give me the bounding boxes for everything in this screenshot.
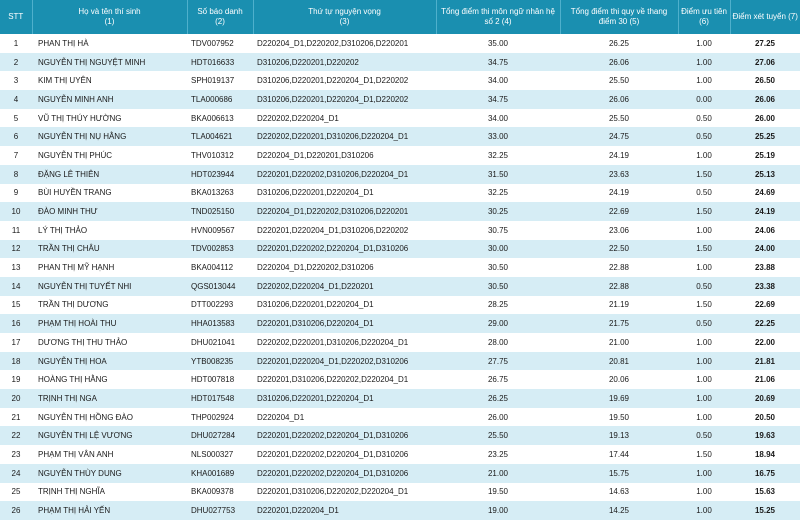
cell-stt: 23 [11, 449, 21, 459]
cell-lang-score: 34.00 [487, 76, 509, 86]
cell-lang-score: 32.25 [487, 150, 509, 160]
cell-final: 23.38 [754, 281, 776, 291]
cell-total30: 25.50 [608, 76, 630, 86]
table-row [0, 277, 800, 296]
cell-final: 25.25 [754, 132, 776, 142]
cell-lang-score: 25.50 [487, 431, 509, 441]
cell-stt: 13 [11, 263, 21, 273]
cell-total30: 19.50 [608, 412, 630, 422]
table-row [0, 426, 800, 445]
cell-sbd: DHU027753 [191, 506, 236, 516]
cell-priority: 0.50 [696, 319, 712, 329]
table-row [0, 408, 800, 427]
cell-nv: D220204_D1,D220202,D310206 [257, 263, 374, 273]
cell-total30: 24.75 [608, 132, 630, 142]
cell-total30: 22.69 [608, 207, 630, 217]
cell-nv: D220202,D220204_D1 [257, 113, 339, 123]
header-final: Điểm xét tuyển (7) [730, 0, 800, 34]
cell-nv: D220202,D220201,D310206,D220204_D1 [257, 337, 409, 347]
cell-stt: 8 [13, 169, 19, 179]
table-row [0, 258, 800, 277]
cell-name: NGUYỄN THỊ NỤ HẰNG [38, 132, 127, 142]
table-row [0, 240, 800, 259]
cell-priority: 1.00 [696, 38, 712, 48]
cell-final: 18.94 [754, 449, 776, 459]
cell-name: NGUYỄN THỊ HỒNG ĐÀO [38, 412, 133, 422]
cell-total30: 15.75 [608, 468, 630, 478]
cell-priority: 1.00 [696, 487, 712, 497]
table-row [0, 501, 800, 520]
table-row [0, 202, 800, 221]
cell-sbd: HHA013583 [191, 319, 235, 329]
cell-sbd: HDT023944 [191, 169, 235, 179]
cell-total30: 17.44 [608, 449, 630, 459]
cell-lang-score: 34.00 [487, 113, 509, 123]
cell-lang-score: 33.00 [487, 132, 509, 142]
table-row [0, 109, 800, 128]
cell-priority: 1.00 [696, 57, 712, 67]
cell-sbd: YTB008235 [191, 356, 234, 366]
cell-total30: 24.19 [608, 150, 630, 160]
table-row [0, 314, 800, 333]
cell-sbd: DHU021041 [191, 337, 236, 347]
cell-nv: D220201,D220202,D220204_D1,D310206 [257, 449, 409, 459]
cell-total30: 20.06 [608, 375, 630, 385]
header-nv: Thứ tự nguyện vọng (3) [253, 0, 436, 34]
table-row [0, 184, 800, 203]
cell-lang-score: 29.00 [487, 319, 509, 329]
table-row [0, 90, 800, 109]
cell-total30: 26.25 [608, 38, 630, 48]
cell-total30: 23.06 [608, 225, 630, 235]
cell-sbd: HVN009567 [191, 225, 235, 235]
cell-stt: 10 [11, 207, 21, 217]
table-row [0, 483, 800, 502]
header-sbd: Số báo danh (2) [187, 0, 253, 34]
cell-nv: D310206,D220201,D220204_D1 [257, 393, 374, 403]
cell-sbd: KHA001689 [191, 468, 235, 478]
cell-stt: 11 [11, 225, 21, 235]
cell-name: PHẠM THỊ VÂN ANH [38, 449, 114, 459]
cell-name: HOÀNG THỊ HẰNG [38, 375, 108, 385]
cell-stt: 4 [13, 94, 19, 104]
cell-nv: D220202,D220201,D310206,D220204_D1 [257, 132, 409, 142]
cell-name: TRẦN THỊ DƯƠNG [38, 300, 109, 310]
cell-name: NGUYỄN THỊ LỆ VƯƠNG [38, 431, 133, 441]
cell-lang-score: 31.50 [487, 169, 509, 179]
cell-priority: 1.00 [696, 506, 712, 516]
cell-stt: 14 [11, 281, 21, 291]
cell-lang-score: 32.25 [487, 188, 509, 198]
cell-final: 21.81 [754, 356, 776, 366]
cell-lang-score: 23.25 [487, 449, 509, 459]
cell-final: 22.69 [754, 300, 776, 310]
cell-final: 24.00 [754, 244, 776, 254]
cell-stt: 20 [11, 393, 21, 403]
cell-total30: 21.19 [608, 300, 630, 310]
cell-final: 26.50 [754, 76, 776, 86]
cell-nv: D220204_D1,D220201,D310206 [257, 150, 374, 160]
cell-sbd: THV010312 [191, 150, 234, 160]
cell-stt: 6 [13, 132, 19, 142]
cell-nv: D220201,D220204_D1 [257, 506, 339, 516]
cell-sbd: BKA006613 [191, 113, 234, 123]
cell-sbd: HDT016633 [191, 57, 235, 67]
cell-nv: D220201,D310206,D220202,D220204_D1 [257, 487, 409, 497]
table-row [0, 296, 800, 315]
cell-final: 22.25 [754, 319, 776, 329]
cell-total30: 22.50 [608, 244, 630, 254]
cell-total30: 26.06 [608, 94, 630, 104]
cell-sbd: THP002924 [191, 412, 234, 422]
cell-total30: 23.63 [608, 169, 630, 179]
cell-stt: 26 [11, 506, 21, 516]
cell-nv: D310206,D220201,D220202 [257, 57, 359, 67]
cell-stt: 22 [11, 431, 21, 441]
cell-total30: 19.13 [608, 431, 630, 441]
cell-lang-score: 35.00 [487, 38, 509, 48]
cell-sbd: BKA009378 [191, 487, 234, 497]
cell-final: 21.06 [754, 375, 776, 385]
cell-priority: 1.00 [696, 263, 712, 273]
cell-nv: D220201,D220202,D220204_D1,D310206 [257, 468, 409, 478]
table-row [0, 165, 800, 184]
cell-stt: 17 [11, 337, 21, 347]
cell-final: 27.25 [754, 38, 776, 48]
cell-final: 15.63 [754, 487, 776, 497]
cell-priority: 1.00 [696, 412, 712, 422]
cell-name: NGUYỄN THỊ TUYẾT NHI [38, 281, 132, 291]
cell-priority: 1.00 [696, 76, 712, 86]
cell-priority: 1.00 [696, 393, 712, 403]
cell-priority: 0.50 [696, 188, 712, 198]
cell-lang-score: 19.50 [487, 487, 509, 497]
cell-lang-score: 30.50 [487, 281, 509, 291]
cell-stt: 16 [11, 319, 21, 329]
cell-name: NGUYỄN MINH ANH [38, 94, 114, 104]
cell-nv: D220204_D1 [257, 412, 305, 422]
cell-nv: D220204_D1,D220202,D310206,D220201 [257, 38, 409, 48]
cell-nv: D220201,D220204_D1,D310206,D220202 [257, 225, 409, 235]
cell-name: TRỊNH THỊ NGHĨA [38, 487, 105, 497]
cell-name: TRỊNH THỊ NGA [38, 393, 97, 403]
table-row [0, 127, 800, 146]
cell-priority: 0.50 [696, 113, 712, 123]
cell-priority: 1.50 [696, 449, 712, 459]
cell-nv: D310206,D220201,D220204_D1 [257, 188, 374, 198]
table-row [0, 34, 800, 53]
cell-sbd: BKA004112 [191, 263, 234, 273]
cell-final: 25.13 [754, 169, 776, 179]
cell-lang-score: 30.50 [487, 263, 509, 273]
table-row [0, 53, 800, 72]
cell-total30: 20.81 [608, 356, 630, 366]
cell-final: 15.25 [754, 506, 776, 516]
cell-sbd: TLA000686 [191, 94, 233, 104]
cell-priority: 1.50 [696, 207, 712, 217]
cell-stt: 24 [11, 468, 21, 478]
cell-name: PHẠM THỊ HOÀI THU [38, 319, 117, 329]
header-total30: Tổng điểm thi quy về thang điểm 30 (5) [560, 0, 678, 34]
cell-priority: 1.00 [696, 356, 712, 366]
cell-name: ĐẶNG LÊ THIÊN [38, 169, 100, 179]
cell-lang-score: 28.00 [487, 337, 509, 347]
cell-total30: 14.63 [608, 487, 630, 497]
cell-final: 20.50 [754, 412, 776, 422]
table-row [0, 389, 800, 408]
table-row [0, 464, 800, 483]
cell-lang-score: 26.25 [487, 393, 509, 403]
cell-nv: D220201,D220202,D310206,D220204_D1 [257, 169, 409, 179]
cell-final: 24.69 [754, 188, 776, 198]
cell-lang-score: 26.75 [487, 375, 509, 385]
cell-lang-score: 34.75 [487, 94, 509, 104]
cell-stt: 3 [13, 76, 19, 86]
cell-sbd: DHU027284 [191, 431, 236, 441]
cell-final: 27.06 [754, 57, 776, 67]
cell-priority: 1.00 [696, 337, 712, 347]
cell-priority: 1.00 [696, 150, 712, 160]
table-row [0, 221, 800, 240]
cell-priority: 0.50 [696, 132, 712, 142]
cell-name: VŨ THỊ THÚY HƯỜNG [38, 113, 122, 123]
cell-stt: 15 [11, 300, 21, 310]
cell-sbd: QGS013044 [191, 281, 236, 291]
cell-total30: 14.25 [608, 506, 630, 516]
cell-sbd: BKA013263 [191, 188, 234, 198]
cell-priority: 0.00 [696, 94, 712, 104]
cell-name: NGUYỄN THỊ PHÚC [38, 150, 113, 160]
cell-lang-score: 28.25 [487, 300, 509, 310]
cell-stt: 2 [13, 57, 19, 67]
cell-final: 22.00 [754, 337, 776, 347]
header-stt: STT [0, 0, 32, 34]
cell-total30: 22.88 [608, 263, 630, 273]
cell-sbd: HDT007818 [191, 375, 235, 385]
cell-nv: D220201,D310206,D220204_D1 [257, 319, 374, 329]
cell-name: NGUYỄN THỊ HOA [38, 356, 107, 366]
cell-sbd: TDV002853 [191, 244, 234, 254]
cell-name: PHẠM THỊ HẢI YẾN [38, 506, 111, 516]
cell-priority: 1.00 [696, 375, 712, 385]
cell-priority: 1.00 [696, 225, 712, 235]
cell-total30: 24.19 [608, 188, 630, 198]
cell-priority: 0.50 [696, 431, 712, 441]
cell-final: 20.69 [754, 393, 776, 403]
cell-name: ĐÀO MINH THƯ [38, 207, 98, 217]
cell-stt: 25 [11, 487, 21, 497]
header-row [0, 0, 800, 34]
cell-priority: 1.50 [696, 169, 712, 179]
header-lang-score: Tổng điểm thi môn ngữ nhân hệ số 2 (4) [436, 0, 560, 34]
header-priority: Điểm ưu tiên (6) [678, 0, 730, 34]
cell-total30: 21.00 [608, 337, 630, 347]
cell-priority: 0.50 [696, 281, 712, 291]
cell-name: NGUYỄN THỊ NGUYỆT MINH [38, 57, 146, 67]
cell-final: 16.75 [754, 468, 776, 478]
cell-priority: 1.00 [696, 468, 712, 478]
cell-sbd: NLS000327 [191, 449, 234, 459]
cell-lang-score: 34.75 [487, 57, 509, 67]
cell-stt: 1 [13, 38, 19, 48]
cell-final: 25.19 [754, 150, 776, 160]
table-row [0, 370, 800, 389]
cell-name: BÙI HUYỀN TRANG [38, 188, 112, 198]
cell-lang-score: 19.00 [487, 506, 509, 516]
cell-lang-score: 27.75 [487, 356, 509, 366]
cell-stt: 19 [11, 375, 21, 385]
cell-name: PHAN THỊ HÀ [38, 38, 89, 48]
cell-lang-score: 21.00 [487, 468, 509, 478]
cell-nv: D310206,D220201,D220204_D1,D220202 [257, 94, 409, 104]
table-row [0, 71, 800, 90]
cell-final: 24.19 [754, 207, 776, 217]
cell-name: LÝ THỊ THẢO [38, 225, 88, 235]
cell-nv: D220201,D310206,D220202,D220204_D1 [257, 375, 409, 385]
cell-total30: 26.06 [608, 57, 630, 67]
cell-name: TRẦN THỊ CHÂU [38, 244, 100, 254]
cell-total30: 21.75 [608, 319, 630, 329]
table-header [0, 0, 800, 34]
cell-total30: 19.69 [608, 393, 630, 403]
cell-name: KIM THỊ UYÊN [38, 76, 92, 86]
cell-sbd: TND025150 [191, 207, 235, 217]
cell-stt: 18 [11, 356, 21, 366]
header-name: Họ và tên thí sinh (1) [32, 0, 187, 34]
cell-final: 24.06 [754, 225, 776, 235]
cell-lang-score: 30.00 [487, 244, 509, 254]
cell-sbd: TDV007952 [191, 38, 234, 48]
cell-priority: 1.50 [696, 244, 712, 254]
cell-final: 19.63 [754, 431, 776, 441]
cell-stt: 21 [11, 412, 21, 422]
table-row [0, 146, 800, 165]
cell-nv: D220201,D220204_D1,D220202,D310206 [257, 356, 409, 366]
cell-priority: 1.50 [696, 300, 712, 310]
cell-lang-score: 26.00 [487, 412, 509, 422]
cell-total30: 22.88 [608, 281, 630, 291]
cell-name: NGUYỄN THÙY DUNG [38, 468, 122, 478]
cell-lang-score: 30.75 [487, 225, 509, 235]
cell-nv: D220202,D220204_D1,D220201 [257, 281, 374, 291]
cell-total30: 25.50 [608, 113, 630, 123]
cell-name: DƯƠNG THỊ THU THẢO [38, 337, 128, 347]
cell-sbd: TLA004621 [191, 132, 233, 142]
cell-sbd: HDT017548 [191, 393, 235, 403]
cell-stt: 5 [13, 113, 19, 123]
table-row [0, 352, 800, 371]
cell-nv: D220201,D220202,D220204_D1,D310206 [257, 244, 409, 254]
cell-nv: D220204_D1,D220202,D310206,D220201 [257, 207, 409, 217]
cell-nv: D310206,D220201,D220204_D1 [257, 300, 374, 310]
cell-nv: D220201,D220202,D220204_D1,D310206 [257, 431, 409, 441]
cell-stt: 7 [13, 150, 19, 160]
cell-final: 26.06 [754, 94, 776, 104]
table-body [0, 34, 800, 520]
cell-nv: D310206,D220201,D220204_D1,D220202 [257, 76, 409, 86]
cell-name: PHAN THỊ MỸ HẠNH [38, 263, 115, 273]
cell-sbd: DTT002293 [191, 300, 234, 310]
cell-final: 23.88 [754, 263, 776, 273]
cell-final: 26.00 [754, 113, 776, 123]
table-row [0, 445, 800, 464]
cell-sbd: SPH019137 [191, 76, 235, 86]
cell-stt: 12 [11, 244, 21, 254]
cell-lang-score: 30.25 [487, 207, 509, 217]
table-row [0, 333, 800, 352]
cell-stt: 9 [13, 188, 19, 198]
